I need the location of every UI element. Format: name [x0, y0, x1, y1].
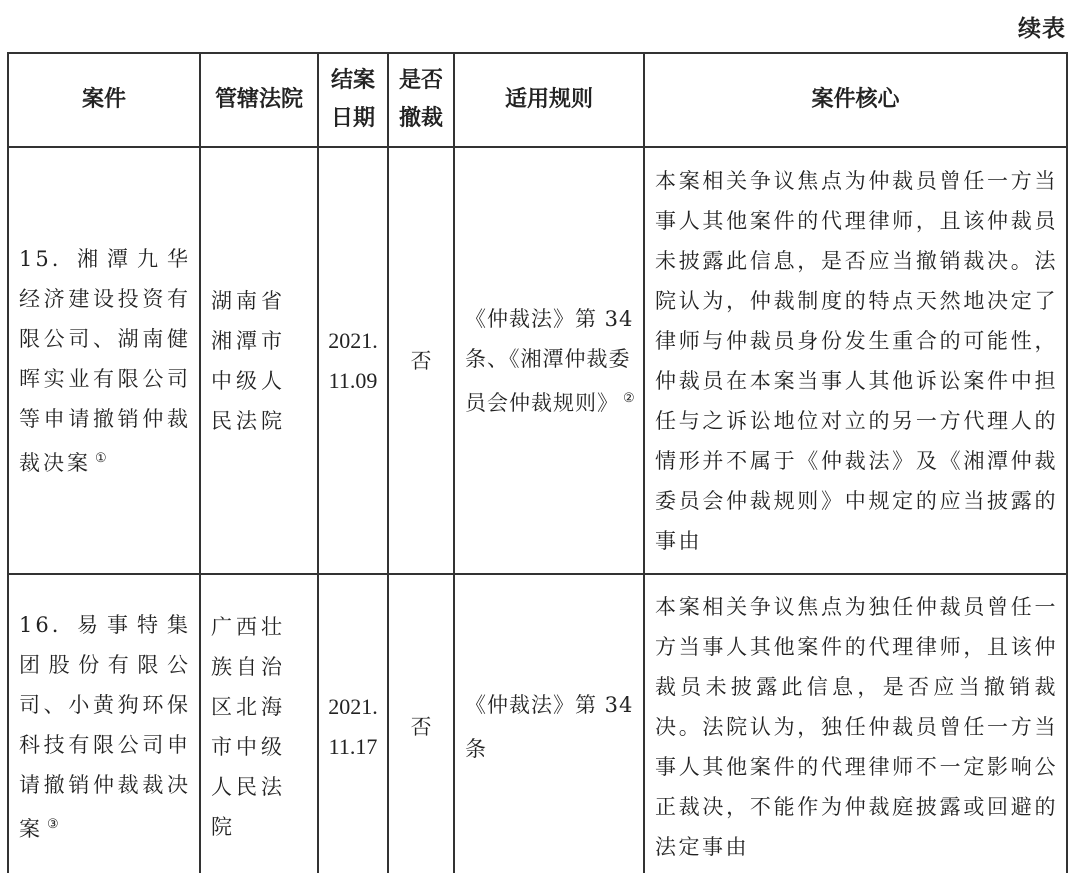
header-rules: 适用规则 [454, 53, 644, 147]
header-revoked-line1: 是否 [398, 68, 443, 93]
footnote-marker[interactable]: ③ [47, 816, 59, 832]
continued-table-label: 续表 [1018, 16, 1066, 42]
close-date-year: 2021. [328, 693, 378, 719]
case-table [7, 52, 1068, 873]
close-date-monthday: 11.17 [328, 733, 378, 759]
case-core-cell: 本案相关争议焦点为独任仲裁员曾任一方当事人其他案件的代理律师，且该仲裁员未披露此信息，是否应当撤销裁决。法院认为，独任仲裁员曾任一方当事人其他案件的代理律师不一定影响公正裁决，不能作为仲裁庭披露或回避的法定事由 [644, 574, 1067, 873]
revoked-cell: 否 [388, 147, 454, 574]
rules-cell [454, 147, 644, 574]
table-header-row [8, 53, 1067, 147]
close-date-monthday: 11.09 [328, 367, 378, 393]
header-date [318, 53, 388, 147]
court-cell: 湖南省湘潭市中级人民法院 [200, 147, 318, 574]
table-row [8, 574, 1067, 873]
close-date-cell [318, 147, 388, 574]
header-revoked-line2: 撤裁 [398, 106, 443, 131]
close-date-cell [318, 574, 388, 873]
footnote-marker[interactable]: ② [623, 390, 635, 406]
rules-text: 《仲裁法》第 34 条、《湘潭仲裁委员会仲裁规则》 [465, 306, 634, 415]
rules-text: 《仲裁法》第 34 条 [465, 692, 634, 761]
close-date-year: 2021. [328, 327, 378, 353]
revoked-cell: 否 [388, 574, 454, 873]
case-core-cell: 本案相关争议焦点为仲裁员曾任一方当事人其他案件的代理律师，且该仲裁员未披露此信息，是否应当撤销裁决。法院认为，仲裁制度的特点天然地决定了律师与仲裁员身份发生重合的可能性，仲裁员在本案当事人其他诉讼案件中担任与之诉讼地位对立的另一方代理人的情形并不属于《仲裁法》及《湘潭仲裁委员会仲裁规则》中规定的应当披露的事由 [644, 147, 1067, 574]
rules-cell [454, 574, 644, 873]
header-date-line2: 日期 [330, 106, 375, 131]
case-name: 15. 湘潭九华经济建设投资有限公司、湖南健晖实业有限公司等申请撤销仲裁裁决案 [19, 246, 191, 475]
court-cell: 广西壮族自治区北海市中级人民法院 [200, 574, 318, 873]
table-row [8, 147, 1067, 574]
case-name-cell [8, 574, 200, 873]
footnote-marker[interactable]: ① [95, 450, 107, 466]
header-core: 案件核心 [644, 53, 1067, 147]
case-name-cell [8, 147, 200, 574]
header-court: 管辖法院 [200, 53, 318, 147]
header-date-line1: 结案 [330, 68, 375, 93]
header-case: 案件 [8, 53, 200, 147]
case-name: 16. 易事特集团股份有限公司、小黄狗环保科技有限公司申请撤销仲裁裁决案 [19, 612, 191, 841]
header-revoked [388, 53, 454, 147]
